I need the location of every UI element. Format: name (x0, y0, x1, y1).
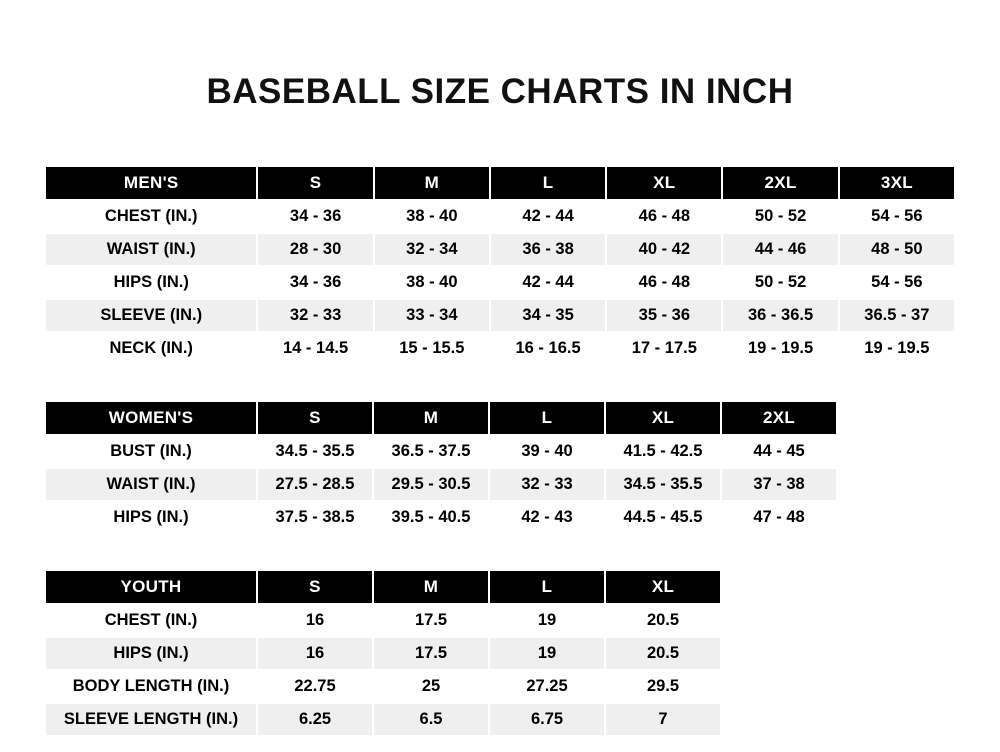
youth-header-m: M (373, 570, 489, 604)
youth-header-l: L (489, 570, 605, 604)
table-row (45, 233, 955, 266)
row-label: SLEEVE (IN.) (45, 299, 257, 332)
womens-header-category: WOMEN'S (45, 401, 257, 435)
womens-header-l: L (489, 401, 605, 435)
mens-table-body (45, 200, 955, 365)
table-row (45, 501, 837, 534)
womens-table-body (45, 435, 837, 534)
table-cell: 38 - 40 (374, 266, 490, 299)
table-cell: 6.75 (489, 703, 605, 736)
table-cell: 54 - 56 (839, 266, 955, 299)
womens-header-m: M (373, 401, 489, 435)
youth-size-table (44, 569, 722, 737)
table-cell: 34 - 36 (257, 200, 373, 233)
table-row (45, 266, 955, 299)
table-row (45, 435, 837, 468)
table-header-row (45, 401, 837, 435)
row-label: WAIST (IN.) (45, 233, 257, 266)
table-row (45, 332, 955, 365)
mens-header-2xl: 2XL (722, 166, 838, 200)
table-cell: 42 - 44 (490, 266, 606, 299)
table-cell: 32 - 33 (257, 299, 373, 332)
table-cell: 16 - 16.5 (490, 332, 606, 365)
table-row (45, 200, 955, 233)
table-cell: 39 - 40 (489, 435, 605, 468)
page-title: BASEBALL SIZE CHARTS IN INCH (206, 72, 794, 111)
row-label: WAIST (IN.) (45, 468, 257, 501)
table-cell: 22.75 (257, 670, 373, 703)
table-cell: 27.25 (489, 670, 605, 703)
table-cell: 37.5 - 38.5 (257, 501, 373, 534)
table-header-row (45, 570, 721, 604)
table-cell: 38 - 40 (374, 200, 490, 233)
table-cell: 19 - 19.5 (839, 332, 955, 365)
row-label: CHEST (IN.) (45, 200, 257, 233)
youth-header-xl: XL (605, 570, 721, 604)
womens-table-header (45, 401, 837, 435)
table-cell: 48 - 50 (839, 233, 955, 266)
table-cell: 44.5 - 45.5 (605, 501, 721, 534)
table-cell: 19 (489, 637, 605, 670)
mens-header-m: M (374, 166, 490, 200)
table-cell: 36 - 36.5 (722, 299, 838, 332)
table-cell: 15 - 15.5 (374, 332, 490, 365)
row-label: BUST (IN.) (45, 435, 257, 468)
mens-header-l: L (490, 166, 606, 200)
table-cell: 34.5 - 35.5 (605, 468, 721, 501)
table-cell: 17.5 (373, 637, 489, 670)
table-cell: 54 - 56 (839, 200, 955, 233)
mens-header-category: MEN'S (45, 166, 257, 200)
table-cell: 33 - 34 (374, 299, 490, 332)
row-label: SLEEVE LENGTH (IN.) (45, 703, 257, 736)
youth-header-category: YOUTH (45, 570, 257, 604)
table-cell: 19 (489, 604, 605, 637)
row-label: HIPS (IN.) (45, 637, 257, 670)
womens-header-xl: XL (605, 401, 721, 435)
table-row (45, 299, 955, 332)
table-cell: 29.5 - 30.5 (373, 468, 489, 501)
table-row (45, 604, 721, 637)
table-row (45, 468, 837, 501)
table-cell: 29.5 (605, 670, 721, 703)
table-cell: 32 - 34 (374, 233, 490, 266)
row-label: CHEST (IN.) (45, 604, 257, 637)
table-cell: 34 - 36 (257, 266, 373, 299)
table-cell: 19 - 19.5 (722, 332, 838, 365)
table-cell: 16 (257, 604, 373, 637)
table-cell: 17.5 (373, 604, 489, 637)
table-cell: 47 - 48 (721, 501, 837, 534)
table-cell: 34 - 35 (490, 299, 606, 332)
table-cell: 41.5 - 42.5 (605, 435, 721, 468)
table-cell: 44 - 45 (721, 435, 837, 468)
table-cell: 6.25 (257, 703, 373, 736)
table-cell: 42 - 43 (489, 501, 605, 534)
row-label: HIPS (IN.) (45, 266, 257, 299)
row-label: HIPS (IN.) (45, 501, 257, 534)
size-tables-container (0, 165, 1000, 737)
womens-size-table (44, 400, 838, 535)
mens-table-header (45, 166, 955, 200)
table-cell: 36 - 38 (490, 233, 606, 266)
table-cell: 37 - 38 (721, 468, 837, 501)
table-cell: 36.5 - 37 (839, 299, 955, 332)
table-cell: 39.5 - 40.5 (373, 501, 489, 534)
table-cell: 27.5 - 28.5 (257, 468, 373, 501)
womens-header-s: S (257, 401, 373, 435)
table-cell: 36.5 - 37.5 (373, 435, 489, 468)
mens-header-s: S (257, 166, 373, 200)
table-row (45, 670, 721, 703)
youth-header-s: S (257, 570, 373, 604)
table-cell: 46 - 48 (606, 266, 722, 299)
table-cell: 16 (257, 637, 373, 670)
table-cell: 44 - 46 (722, 233, 838, 266)
youth-table-header (45, 570, 721, 604)
table-cell: 14 - 14.5 (257, 332, 373, 365)
womens-header-2xl: 2XL (721, 401, 837, 435)
table-cell: 40 - 42 (606, 233, 722, 266)
table-cell: 32 - 33 (489, 468, 605, 501)
table-row (45, 637, 721, 670)
mens-header-xl: XL (606, 166, 722, 200)
table-cell: 28 - 30 (257, 233, 373, 266)
table-header-row (45, 166, 955, 200)
table-cell: 20.5 (605, 637, 721, 670)
row-label: BODY LENGTH (IN.) (45, 670, 257, 703)
table-cell: 50 - 52 (722, 266, 838, 299)
table-cell: 7 (605, 703, 721, 736)
table-cell: 50 - 52 (722, 200, 838, 233)
youth-table-body (45, 604, 721, 736)
table-cell: 6.5 (373, 703, 489, 736)
table-cell: 46 - 48 (606, 200, 722, 233)
table-cell: 17 - 17.5 (606, 332, 722, 365)
table-cell: 25 (373, 670, 489, 703)
mens-size-table (44, 165, 956, 366)
mens-header-3xl: 3XL (839, 166, 955, 200)
table-cell: 35 - 36 (606, 299, 722, 332)
table-cell: 42 - 44 (490, 200, 606, 233)
table-row (45, 703, 721, 736)
table-cell: 34.5 - 35.5 (257, 435, 373, 468)
row-label: NECK (IN.) (45, 332, 257, 365)
table-cell: 20.5 (605, 604, 721, 637)
